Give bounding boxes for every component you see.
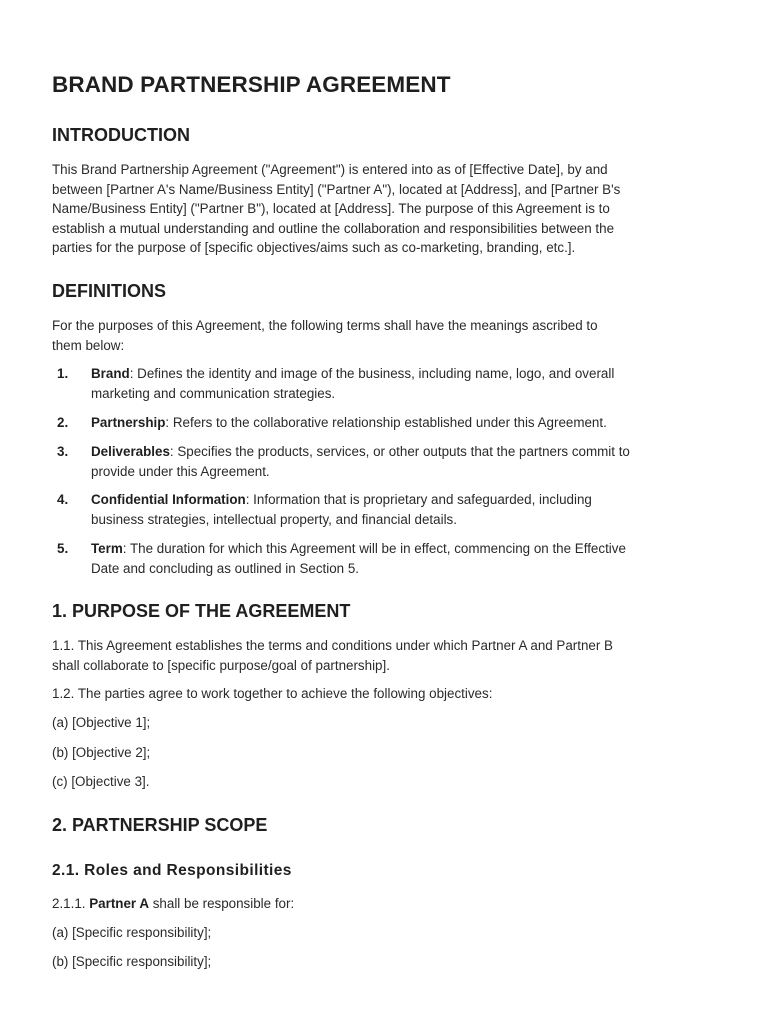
definition-term: Confidential Information <box>91 492 246 507</box>
objective-item: (c) [Objective 3]. <box>52 774 150 789</box>
responsibility-item: (a) [Specific responsibility]; <box>52 925 212 940</box>
list-number: 1. <box>57 366 69 381</box>
roles-subheading: 2.1. Roles and Responsibilities <box>52 862 292 879</box>
definition-text: business strategies, intellectual property, and financial details. <box>91 511 457 527</box>
definition-text: : The duration for which this Agreement will be in effect, commencing on the Effective <box>122 541 626 556</box>
definition-text: : Defines the identity and image of the business, including name, logo, and overall <box>129 366 615 381</box>
clause-2-1-1 <box>52 894 294 914</box>
definition-text: : Refers to the collaborative relationship established under this Agreement. <box>165 415 607 430</box>
list-number: 3. <box>57 444 69 459</box>
introduction-heading: INTRODUCTION <box>52 125 190 145</box>
list-number: 2. <box>57 415 69 430</box>
definition-term: Term <box>91 541 123 556</box>
introduction-line: parties for the purpose of [specific objectives/aims such as co-marketing, branding, etc.]. <box>52 240 576 256</box>
clause-1-2: 1.2. The parties agree to work together to achieve the following objectives: <box>52 686 493 701</box>
objective-item: (a) [Objective 1]; <box>52 715 151 730</box>
clause-line: 1.1. This Agreement establishes the terms and conditions under which Partner A and Partner B <box>52 638 613 653</box>
definitions-intro-line: them below: <box>52 337 125 353</box>
definition-text: Date and concluding as outlined in Section 5. <box>91 560 359 576</box>
definition-term: Brand <box>91 366 130 381</box>
definition-text: : Specifies the products, services, or other outputs that the partners commit to <box>169 444 630 459</box>
definition-text: marketing and communication strategies. <box>91 385 336 401</box>
responsibility-item: (b) [Specific responsibility]; <box>52 954 212 969</box>
document-title: BRAND PARTNERSHIP AGREEMENT <box>52 72 451 97</box>
clause-text: shall be responsible for: <box>149 896 295 911</box>
definition-text: : Information that is proprietary and safeguarded, including <box>245 492 592 507</box>
definition-text: provide under this Agreement. <box>91 463 270 479</box>
list-number: 5. <box>57 541 69 556</box>
definitions-heading: DEFINITIONS <box>52 281 167 301</box>
introduction-line: This Brand Partnership Agreement ("Agreement") is entered into as of [Effective Date], by and <box>52 162 608 177</box>
introduction-line: between [Partner A's Name/Business Entity] ("Partner A"), located at [Address], and [Partner B's <box>52 181 621 197</box>
clause-line: shall collaborate to [specific purpose/goal of partnership]. <box>52 657 390 673</box>
clause-number: 2.1.1. <box>52 896 90 911</box>
definition-term: Deliverables <box>91 444 170 459</box>
purpose-heading: 1. PURPOSE OF THE AGREEMENT <box>52 601 351 621</box>
list-number: 4. <box>57 492 69 507</box>
introduction-line: establish a mutual understanding and outline the collaboration and responsibilities between the <box>52 220 615 236</box>
objective-item: (b) [Objective 2]; <box>52 745 151 760</box>
party-name: Partner A <box>89 896 150 911</box>
definitions-intro-line: For the purposes of this Agreement, the following terms shall have the meanings ascribed to <box>52 318 598 333</box>
introduction-line: Name/Business Entity] ("Partner B"), located at [Address]. The purpose of this Agreement is to <box>52 201 610 217</box>
definition-term: Partnership <box>91 415 166 430</box>
scope-heading: 2. PARTNERSHIP SCOPE <box>52 815 268 835</box>
